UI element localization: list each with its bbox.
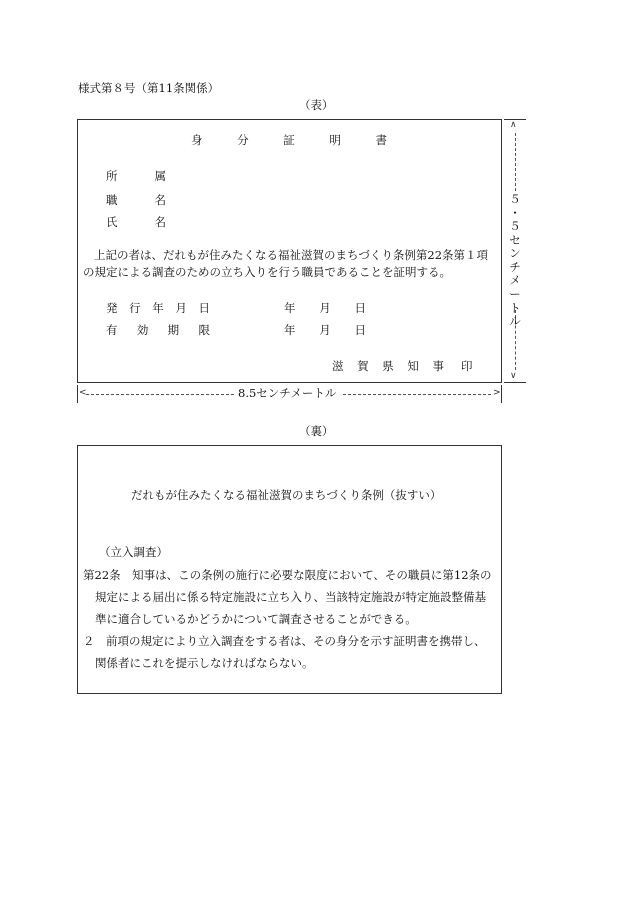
dim-arrow-right-icon: > bbox=[493, 388, 501, 398]
governor-signature: 滋 賀 県 知 事 bbox=[332, 359, 444, 373]
front-label: （表） bbox=[299, 98, 334, 112]
dim-height-line-top bbox=[515, 133, 516, 191]
certification-text-line1: 上記の者は、だれもが住みたくなる福祉滋賀のまちづくり条例第22条第１項 bbox=[94, 248, 489, 262]
dim-width-right-tick bbox=[501, 385, 502, 403]
dim-width-left-tick bbox=[77, 385, 78, 403]
form-number: 様式第８号（第11条関係） bbox=[78, 81, 220, 95]
dim-width-line-left bbox=[86, 394, 234, 395]
article-22-line2: 規定による届出に係る特定施設に立ち入り、当該特定施設が特定施設整備基 bbox=[95, 590, 486, 604]
back-label: （裏） bbox=[299, 424, 334, 438]
id-card-back bbox=[77, 445, 502, 694]
certification-text-line2: の規定による調査のための立ち入りを行う職員であることを証明する。 bbox=[83, 265, 451, 279]
ordinance-title: だれもが住みたくなる福祉滋賀のまちづくり条例（抜すい） bbox=[131, 488, 442, 502]
field-affiliation: 所 属 bbox=[106, 169, 166, 183]
dim-arrow-left-icon: < bbox=[79, 388, 87, 398]
issue-date-label: 発 行 年 月 日 bbox=[106, 301, 210, 315]
paragraph-2-line2: 関係者にこれを提示しなければならない。 bbox=[95, 656, 314, 670]
validity-label: 有 効 期 限 bbox=[106, 323, 210, 337]
seal-mark: 印 bbox=[461, 359, 473, 373]
article-22-line3: 準に適合しているかどうかについて調査させることができる。 bbox=[95, 612, 417, 626]
article-22-line1: 第22条 知事は、この条例の施行に必要な限度において、その職員に第12条の bbox=[83, 568, 492, 582]
validity-value: 年 月 日 bbox=[284, 323, 366, 337]
field-name: 氏 名 bbox=[106, 215, 166, 229]
dim-arrow-up-icon: ∧ bbox=[510, 120, 517, 130]
dim-width-label: 8.5センチメートル bbox=[238, 386, 337, 400]
dim-width-line-right bbox=[343, 394, 491, 395]
id-card-front bbox=[77, 119, 502, 383]
dim-arrow-down-icon: ∨ bbox=[510, 371, 517, 381]
card-title: 身 分 証 明 書 bbox=[191, 133, 387, 147]
article-caption: （立入調査） bbox=[99, 545, 168, 559]
dim-height-bottom-tick bbox=[504, 382, 526, 383]
issue-date-value: 年 月 日 bbox=[284, 301, 366, 315]
paragraph-2-line1: ２ 前項の規定により立入調査をする者は、その身分を示す証明書を携帯し、 bbox=[83, 634, 486, 648]
field-position: 職 名 bbox=[106, 193, 166, 207]
dim-height-label: ５ ・ ５ セ ン チ メ ー ト ル bbox=[509, 192, 521, 329]
